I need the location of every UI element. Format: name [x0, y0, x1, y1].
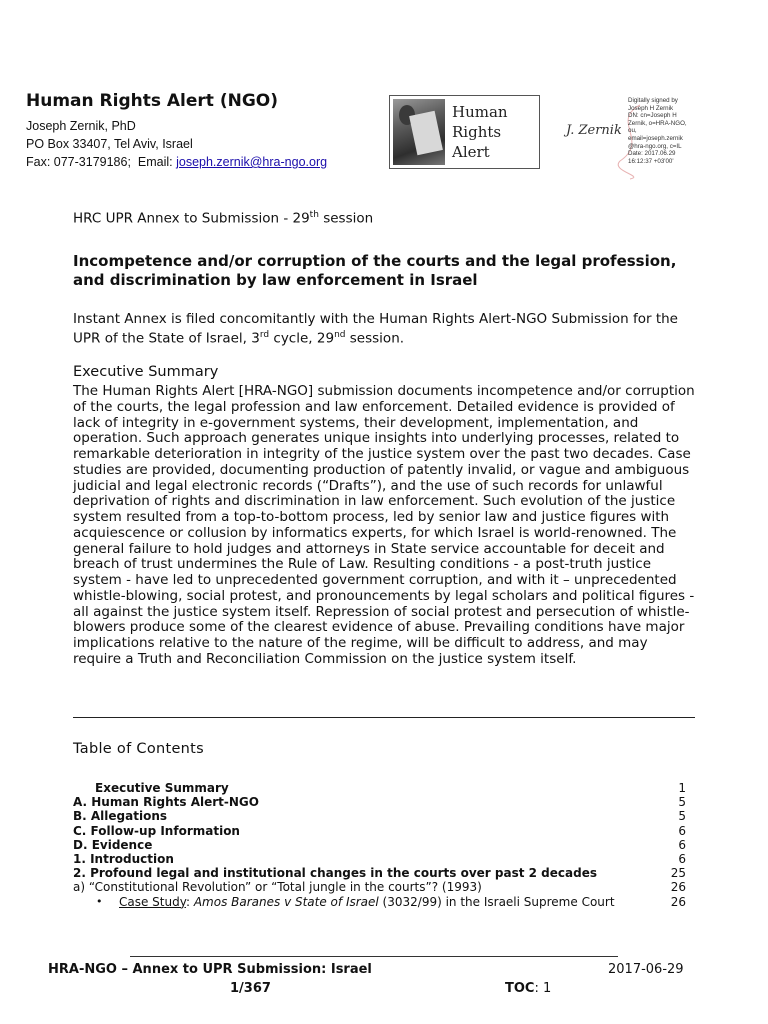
footer-date: 2017-06-29: [608, 962, 684, 977]
intro-paragraph: Instant Annex is filed concomitantly with the Human Rights Alert-NGO Submission for the UPR of the State of Israel, 3rd cycle, 29nd session.: [73, 311, 678, 347]
page-number: 1/367: [230, 981, 271, 996]
organization-title: Human Rights Alert (NGO): [26, 91, 279, 111]
postal-address: PO Box 33407, Tel Aviv, Israel: [26, 137, 193, 151]
executive-summary-heading: Executive Summary: [73, 364, 219, 380]
toc-entry[interactable]: 2. Profound legal and institutional changes in the courts over past 2 decades 25: [73, 866, 686, 881]
toc-entry[interactable]: 1. Introduction 6: [73, 851, 686, 866]
bullet-icon: •: [96, 894, 103, 908]
toc-entry[interactable]: D. Evidence 6: [73, 837, 686, 852]
hra-logo: [389, 95, 540, 169]
footer-toc-link[interactable]: TOC: 1: [505, 981, 552, 996]
email-link[interactable]: joseph.zernik@hra-ngo.org: [176, 155, 328, 169]
toc-entry[interactable]: • Case Study: Amos Baranes v State of Israel (3032/99) in the Israeli Supreme Court 26: [96, 894, 686, 909]
contact-line: [26, 155, 327, 169]
main-title: Incompetence and/or corruption of the courts and the legal profession, and discrimination by law enforcement in Israel: [73, 252, 677, 289]
digital-signature: [560, 95, 705, 185]
toc-entry[interactable]: a) “Constitutional Revolution” or “Total jungle in the courts”? (1993) 26: [73, 880, 686, 895]
toc-entry[interactable]: A. Human Rights Alert-NGO 5: [73, 795, 686, 810]
author-name: Joseph Zernik, PhD: [26, 119, 136, 133]
section-divider: [73, 717, 695, 718]
logo-photo: [393, 99, 445, 165]
table-of-contents: [73, 781, 686, 909]
toc-entry[interactable]: B. Allegations 5: [73, 809, 686, 824]
footer-title: HRA-NGO – Annex to UPR Submission: Israel: [48, 962, 372, 977]
executive-summary-text: The Human Rights Alert [HRA-NGO] submission documents incompetence and/or corruption of the courts, the legal profession and law enforcement. Detailed evidence is provided of lack of integrity in e-government systems, their development, implementation, and operation. Such approach generates unique insights into underlying processes, related to remarkable deterioration in integrity of the justice system over the past two decades. Case studies are provided, documenting production of patently invalid, or vague and ambiguous judicial and legal electronic records (“Drafts”), and the use of such records for unlawful deprivation of rights and discrimination in law enforcement. Such evolution of the justice system resulted from a top-to-bottom process, led by senior law and justice figures with acquiescence or collusion by informatics experts, for which Israel is world-renowned. The general failure to hold judges and attorneys in State service accountable for deceit and breach of trust undermines the Rule of Law. Resulting conditions - a post-truth justice system - have led to unprecedented government corruption, and with it – unprecedented whistle-blowing, social protest, and pronouncements by legal scholars and political figures - all against the justice system itself. Repression of social protest and persecution of whistle-blowers produce some of the clearest evidence of abuse. Prevailing conditions have major implications relative to the nature of the regime, will be difficult to address, and may require a Truth and Reconciliation Commission on the justice system itself.: [73, 383, 695, 667]
document-heading: HRC UPR Annex to Submission - 29th session: [73, 210, 374, 227]
signature-details: Digitally signed by Joseph H Zernik DN: cn=Joseph H Zernik, o=HRA-NGO, ou, email=joseph.zernik @hra-ngo.org, c=IL Date: 2017.06.29 16:12:37 +03'00': [628, 97, 687, 165]
toc-entry[interactable]: C. Follow-up Information 6: [73, 823, 686, 838]
footer-divider: [130, 956, 618, 957]
toc-heading: Table of Contents: [73, 741, 205, 757]
handwritten-signature: J. Zernik: [566, 123, 622, 138]
toc-entry[interactable]: Executive Summary 1: [95, 781, 686, 795]
fax-text: Fax: 077-3179186; Email:: [26, 155, 177, 169]
logo-text: Human Rights Alert: [452, 103, 508, 161]
